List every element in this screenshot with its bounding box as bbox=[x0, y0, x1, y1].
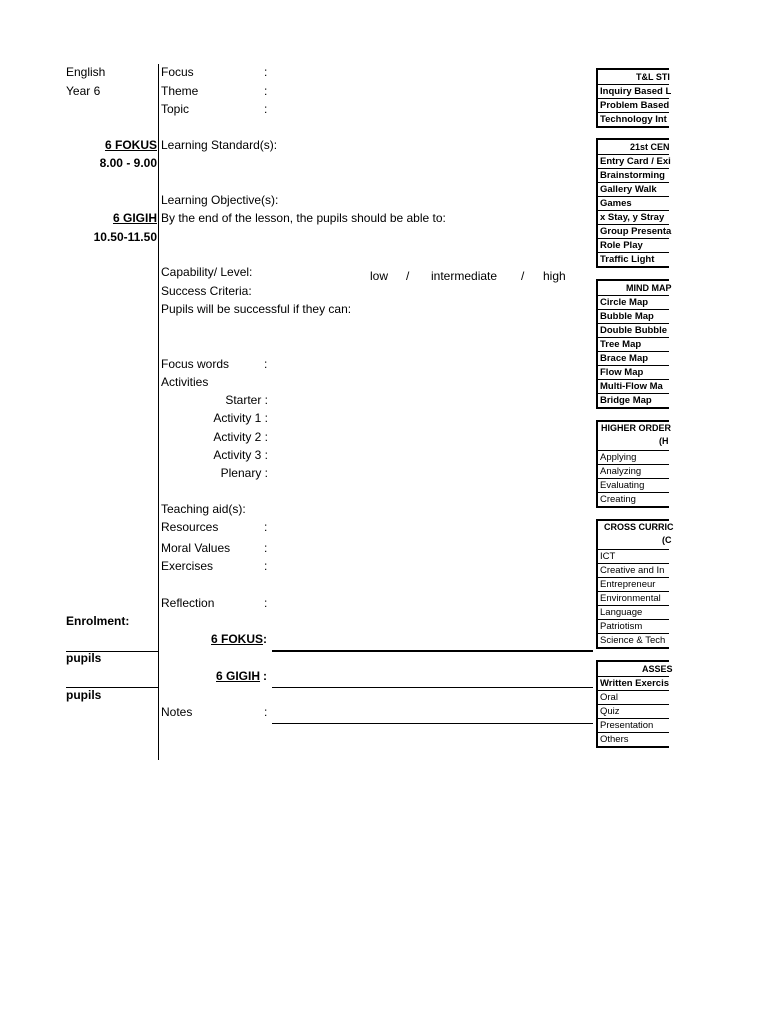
class1-time: 8.00 - 9.00 bbox=[99, 156, 157, 170]
pupils-label-1: pupils bbox=[66, 651, 102, 665]
cce-title-line1: CROSS CURRIC bbox=[604, 522, 674, 532]
topic-colon: : bbox=[264, 102, 268, 116]
reflection-label: Reflection bbox=[161, 596, 215, 610]
mind-map-item: Flow Map bbox=[598, 366, 669, 380]
assessment-title: ASSES bbox=[598, 662, 669, 677]
mind-map-box bbox=[596, 279, 672, 409]
focus-words-colon: : bbox=[264, 357, 268, 371]
subject-label: English bbox=[66, 65, 106, 79]
c21-item: Games bbox=[598, 197, 669, 211]
class2-time: 10.50-11.50 bbox=[93, 230, 157, 244]
activities-label: Activities bbox=[161, 375, 209, 389]
tl-item: Problem Based bbox=[600, 100, 670, 111]
hot-box bbox=[596, 420, 672, 508]
c21-item: Entry Card / Exi bbox=[600, 156, 671, 167]
c21-item: x Stay, y Stray bbox=[598, 211, 669, 225]
cce-item: ICT bbox=[598, 550, 669, 564]
c21-item: Role Play bbox=[598, 239, 669, 253]
cce-item: Creative and In bbox=[598, 564, 669, 578]
moral-values-label: Moral Values bbox=[161, 541, 231, 555]
activity3-label: Activity 3 : bbox=[213, 448, 268, 462]
assessment-item: Presentation bbox=[598, 719, 669, 733]
reflection-class2-line bbox=[272, 687, 593, 688]
cce-box bbox=[596, 519, 674, 649]
mind-map-item: Brace Map bbox=[598, 352, 669, 366]
assessment-item: Others bbox=[600, 734, 629, 745]
theme-label: Theme bbox=[161, 84, 199, 98]
cce-item: Language bbox=[598, 606, 669, 620]
reflection-class2-colon: : bbox=[263, 669, 267, 683]
activity2-label: Activity 2 : bbox=[213, 430, 268, 444]
enrolment-label: Enrolment: bbox=[66, 614, 130, 628]
class1-name: 6 FOKUS bbox=[104, 138, 157, 152]
notes-line bbox=[272, 723, 593, 724]
cce-title-line2: (C bbox=[662, 535, 672, 545]
assessment-item: Quiz bbox=[598, 705, 669, 719]
focus-words-label: Focus words bbox=[161, 357, 230, 371]
hot-item: Evaluating bbox=[598, 479, 669, 493]
cce-title bbox=[598, 521, 674, 550]
level-slash-1: / bbox=[406, 269, 410, 283]
hot-title-line1: HIGHER ORDER bbox=[601, 423, 672, 433]
cce-item: Science & Tech bbox=[600, 635, 666, 646]
resources-label: Resources bbox=[161, 520, 219, 534]
exercises-label: Exercises bbox=[161, 559, 214, 573]
c21-item: Traffic Light bbox=[600, 254, 655, 265]
learning-standard-label: Learning Standard(s): bbox=[161, 138, 278, 152]
cce-item: Environmental bbox=[598, 592, 669, 606]
mind-map-item: Bridge Map bbox=[600, 395, 652, 406]
moral-values-colon: : bbox=[264, 541, 268, 555]
learning-objective-label: Learning Objective(s): bbox=[161, 193, 279, 207]
plenary-label: Plenary : bbox=[220, 466, 268, 480]
cce-item: Entrepreneur bbox=[598, 578, 669, 592]
reflection-class1-line bbox=[272, 650, 593, 652]
success-text: Pupils will be successful if they can: bbox=[161, 302, 352, 316]
pupils-label-2: pupils bbox=[66, 688, 102, 702]
mind-map-item: Multi-Flow Ma bbox=[598, 380, 669, 394]
c21-title: 21st CEN bbox=[598, 140, 669, 155]
level-intermediate: intermediate bbox=[431, 269, 498, 283]
assessment-box bbox=[596, 660, 673, 748]
resources-colon: : bbox=[264, 520, 268, 534]
level-high: high bbox=[543, 269, 566, 283]
column-divider bbox=[158, 64, 159, 760]
hot-item: Creating bbox=[600, 494, 636, 505]
c21-item: Group Presenta bbox=[600, 226, 672, 237]
year-label: Year 6 bbox=[66, 84, 101, 98]
tl-strategy-box bbox=[596, 68, 672, 128]
reflection-class2: 6 GIGIH bbox=[216, 669, 261, 683]
focus-label: Focus bbox=[161, 65, 194, 79]
assessment-item: Oral bbox=[598, 691, 669, 705]
reflection-class1: 6 FOKUS bbox=[211, 632, 264, 646]
mind-map-item: Bubble Map bbox=[598, 310, 669, 324]
c21-item: Brainstorming bbox=[598, 169, 669, 183]
topic-label: Topic bbox=[161, 102, 190, 116]
theme-colon: : bbox=[264, 84, 268, 98]
mind-map-title: MIND MAP bbox=[598, 281, 669, 296]
starter-label: Starter : bbox=[225, 393, 268, 407]
notes-colon: : bbox=[264, 705, 268, 719]
success-criteria-label: Success Criteria: bbox=[161, 284, 252, 298]
notes-label: Notes bbox=[161, 705, 193, 719]
capability-label: Capability/ Level: bbox=[161, 265, 253, 279]
tl-strategy-title: T&L STI bbox=[598, 70, 669, 85]
level-low: low bbox=[370, 269, 389, 283]
tl-item: Inquiry Based L bbox=[600, 86, 672, 97]
reflection-class1-colon: : bbox=[263, 632, 267, 646]
exercises-colon: : bbox=[264, 559, 268, 573]
mind-map-item: Tree Map bbox=[598, 338, 669, 352]
focus-colon: : bbox=[264, 65, 268, 79]
class2-name: 6 GIGIH bbox=[112, 211, 157, 225]
hot-title bbox=[598, 422, 672, 451]
hot-item: Analyzing bbox=[598, 465, 669, 479]
mind-map-item: Double Bubble bbox=[600, 325, 668, 336]
c21-item: Gallery Walk bbox=[598, 183, 669, 197]
hot-item: Applying bbox=[598, 451, 669, 465]
hot-title-line2: (H bbox=[659, 436, 669, 446]
cce-item: Patriotism bbox=[598, 620, 669, 634]
assessment-item: Written Exercis bbox=[600, 678, 669, 689]
level-slash-2: / bbox=[521, 269, 525, 283]
teaching-aids-label: Teaching aid(s): bbox=[161, 502, 246, 516]
tl-item: Technology Int bbox=[600, 114, 667, 125]
activity1-label: Activity 1 : bbox=[213, 411, 268, 425]
objective-text: By the end of the lesson, the pupils should be able to: bbox=[161, 211, 446, 225]
reflection-colon: : bbox=[264, 596, 268, 610]
mind-map-item: Circle Map bbox=[598, 296, 669, 310]
c21-box bbox=[596, 138, 672, 268]
